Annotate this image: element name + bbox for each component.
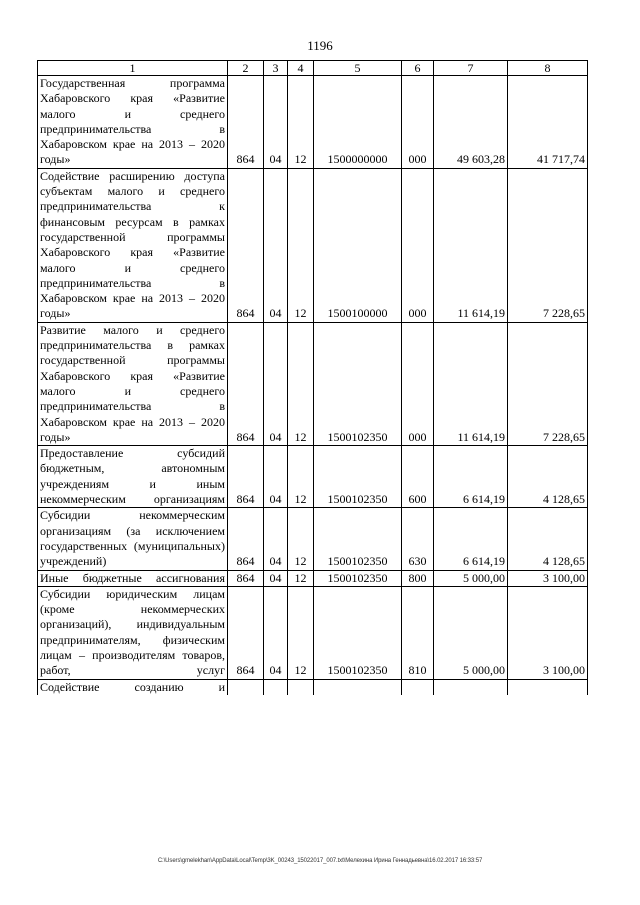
row-name: Предоставление субсидий бюджетным, автономным учреждениям и иным некоммерческим организациям [38,446,228,508]
row-grbs: 864 [228,446,264,508]
row-pr: 12 [288,586,314,679]
row-rz: 04 [264,322,288,445]
row-rz: 04 [264,586,288,679]
row-csr: 1500102350 [314,446,402,508]
table-row [38,76,588,169]
row-csr: 1500102350 [314,586,402,679]
row-grbs: 864 [228,168,264,322]
row-vr: 000 [402,168,434,322]
row-rz: 04 [264,570,288,586]
row-vr [402,679,434,695]
budget-table [37,60,588,695]
row-vr: 810 [402,586,434,679]
row-amount-exec [508,679,588,695]
row-vr: 000 [402,322,434,445]
row-amount-exec: 3 100,00 [508,570,588,586]
table-row [38,508,588,570]
row-vr: 800 [402,570,434,586]
row-amount-exec: 7 228,65 [508,322,588,445]
row-name: Иные бюджетные ассигнования [38,570,228,586]
row-name: Содействие расширению доступа субъектам малого и среднего предпринимательства к финансовым ресурсам в рамках государственной программы Хабаровского края «Развитие малого и среднего предпринимательства в Хабаровском крае на 2013 – 2020 годы» [38,168,228,322]
table-row-partial [38,679,588,695]
row-pr: 12 [288,76,314,169]
row-csr: 1500000000 [314,76,402,169]
footer-file-path: C:\Users\gmelekhan\AppData\Local\Temp\3K_00243_15022017_007.txt\Мелехина Ирина Геннадьевна\16.02.2017 16:33:57 [157,858,483,864]
row-rz: 04 [264,168,288,322]
row-rz [264,679,288,695]
row-amount-plan: 5 000,00 [434,570,508,586]
row-name: Субсидии юридическим лицам (кроме некоммерческих организаций), индивидуальным предпринимателям, физическим лицам – производителям товаров, работ, услуг [38,586,228,679]
row-amount-plan [434,679,508,695]
row-name: Содействие созданию и [38,679,228,695]
row-grbs [228,679,264,695]
table-row [38,570,588,586]
page-number: 1196 [307,38,333,53]
col-header-3: 3 [264,61,288,76]
row-name: Государственная программа Хабаровского края «Развитие малого и среднего предпринимательства в Хабаровском крае на 2013 – 2020 годы» [38,76,228,169]
row-grbs: 864 [228,586,264,679]
row-amount-plan: 11 614,19 [434,168,508,322]
row-amount-plan: 6 614,19 [434,508,508,570]
row-amount-plan: 11 614,19 [434,322,508,445]
row-amount-plan: 6 614,19 [434,446,508,508]
row-csr: 1500102350 [314,570,402,586]
row-vr: 630 [402,508,434,570]
col-header-6: 6 [402,61,434,76]
row-amount-plan: 49 603,28 [434,76,508,169]
row-pr: 12 [288,322,314,445]
col-header-5: 5 [314,61,402,76]
row-grbs: 864 [228,508,264,570]
row-amount-exec: 4 128,65 [508,508,588,570]
col-header-7: 7 [434,61,508,76]
row-csr: 1500102350 [314,322,402,445]
row-rz: 04 [264,76,288,169]
row-amount-exec: 3 100,00 [508,586,588,679]
row-vr: 600 [402,446,434,508]
col-header-4: 4 [288,61,314,76]
row-name: Субсидии некоммерческим организациям (за исключением государственных (муниципальных) учреждений) [38,508,228,570]
row-rz: 04 [264,446,288,508]
table-row [38,586,588,679]
row-pr: 12 [288,446,314,508]
row-csr: 1500102350 [314,508,402,570]
header-row [38,61,588,76]
table-row [38,322,588,445]
row-csr: 1500100000 [314,168,402,322]
row-amount-exec: 7 228,65 [508,168,588,322]
row-amount-plan: 5 000,00 [434,586,508,679]
row-amount-exec: 41 717,74 [508,76,588,169]
row-rz: 04 [264,508,288,570]
row-amount-exec: 4 128,65 [508,446,588,508]
row-grbs: 864 [228,322,264,445]
row-grbs: 864 [228,76,264,169]
table-row [38,446,588,508]
row-pr [288,679,314,695]
row-csr [314,679,402,695]
col-header-8: 8 [508,61,588,76]
row-pr: 12 [288,168,314,322]
row-name: Развитие малого и среднего предпринимательства в рамках государственной программы Хабаровского края «Развитие малого и среднего предпринимательства в Хабаровском крае на 2013 – 2020 годы» [38,322,228,445]
col-header-1: 1 [38,61,228,76]
table-row [38,168,588,322]
row-grbs: 864 [228,570,264,586]
row-vr: 000 [402,76,434,169]
col-header-2: 2 [228,61,264,76]
row-pr: 12 [288,570,314,586]
row-pr: 12 [288,508,314,570]
